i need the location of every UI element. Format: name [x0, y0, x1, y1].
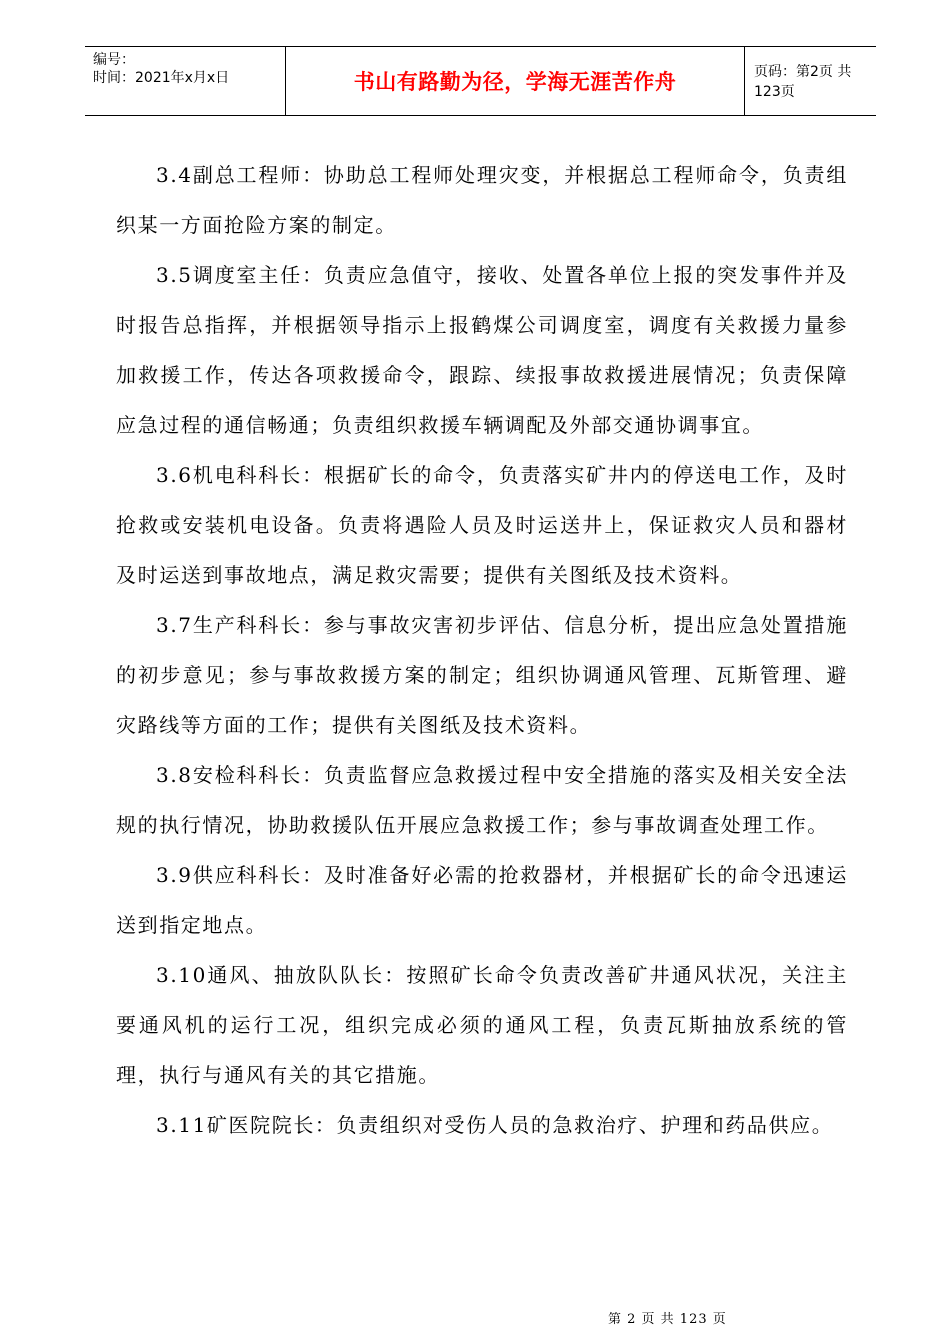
paragraph-3-7: 3.7生产科科长：参与事故灾害初步评估、信息分析，提出应急处置措施的初步意见；参与事故救援方案的制定；组织协调通风管理、瓦斯管理、避灾路线等方面的工作；提供有关图纸及技术资料。	[116, 613, 848, 737]
document-body	[116, 150, 848, 1150]
page-footer: 第 2 页 共 123 页	[608, 1312, 727, 1327]
header-motto-cell	[285, 47, 745, 115]
header-page-cell	[744, 47, 876, 115]
paragraph-3-5: 3.5调度室主任：负责应急值守，接收、处置各单位上报的突发事件并及时报告总指挥，并根据领导指示上报鹤煤公司调度室，调度有关救援力量参加救援工作，传达各项救援命令，跟踪、续报事故救援进展情况；负责保障应急过程的通信畅通；负责组织救援车辆调配及外部交通协调事宜。	[116, 263, 848, 437]
paragraph-3-6: 3.6机电科科长：根据矿长的命令，负责落实矿井内的停送电工作，及时抢救或安装机电设备。负责将遇险人员及时运送井上，保证救灾人员和器材及时运送到事故地点，满足救灾需要；提供有关图纸及技术资料。	[116, 463, 848, 587]
header-left-cell	[85, 47, 285, 115]
paragraph-3-10: 3.10通风、抽放队队长：按照矿长命令负责改善矿井通风状况，关注主要通风机的运行工况，组织完成必须的通风工程，负责瓦斯抽放系统的管理，执行与通风有关的其它措施。	[116, 963, 848, 1087]
paragraph-3-8: 3.8安检科科长：负责监督应急救援过程中安全措施的落实及相关安全法规的执行情况，协助救援队伍开展应急救援工作；参与事故调查处理工作。	[116, 763, 848, 837]
header-motto: 书山有路勤为径，学海无涯苦作舟	[353, 70, 677, 94]
paragraph-3-9: 3.9供应科科长：及时准备好必需的抢救器材，并根据矿长的命令迅速运送到指定地点。	[116, 863, 848, 937]
header-page-info: 页码：第2页 共123页	[754, 64, 852, 100]
document-time-label: 时间：2021年x月x日	[93, 70, 230, 86]
paragraph-3-11: 3.11矿医院院长：负责组织对受伤人员的急救治疗、护理和药品供应。	[156, 1113, 834, 1137]
document-number-label: 编号：	[93, 52, 135, 68]
paragraph-3-4: 3.4副总工程师：协助总工程师处理灾变，并根据总工程师命令，负责组织某一方面抢险方案的制定。	[116, 163, 848, 237]
document-header	[85, 46, 876, 116]
